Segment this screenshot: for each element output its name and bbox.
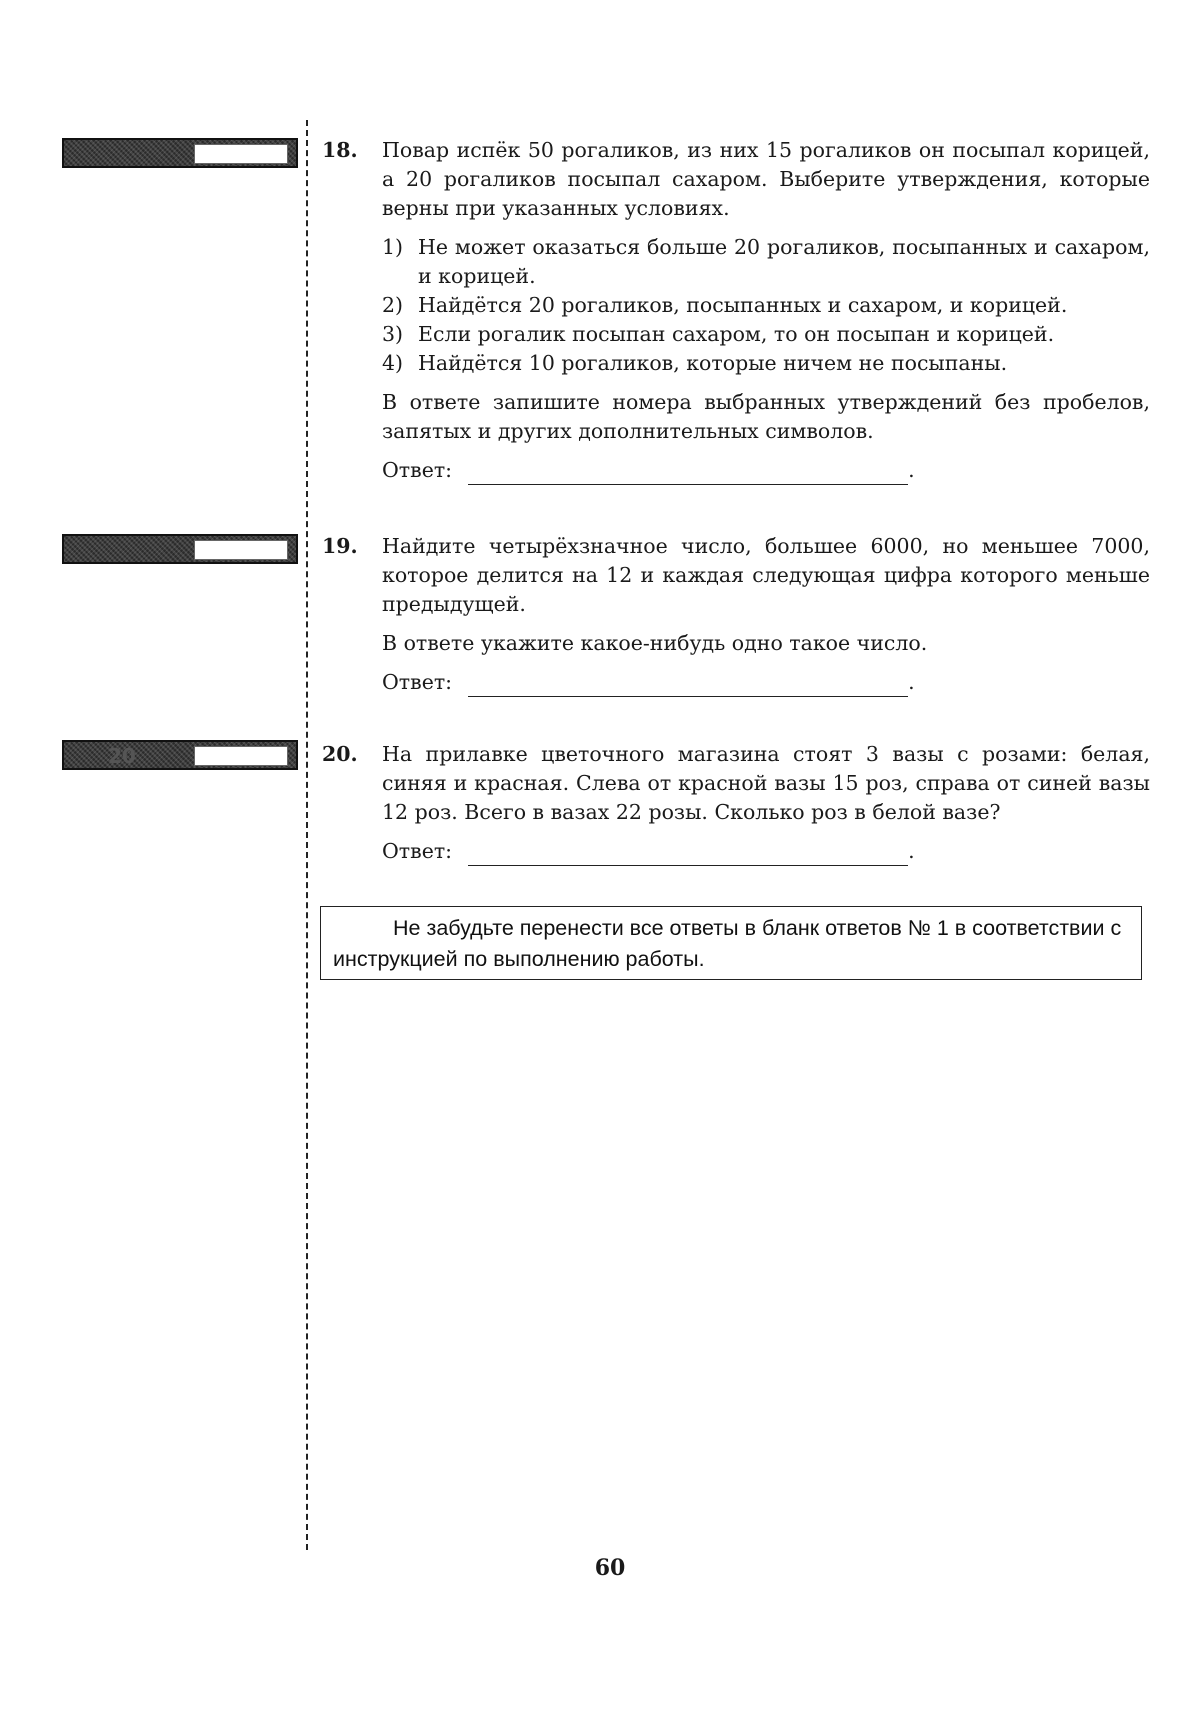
task-20	[322, 740, 1150, 866]
task-text: На прилавке цветочного магазина стоят 3 вазы с розами: белая, синяя и красная. Слева от красной вазы 15 роз, справа от синей вазы 12 роз. Всего в вазах 22 розы. Сколько роз в белой вазе?	[382, 742, 1150, 824]
task-19-answer-box	[62, 534, 298, 564]
task-number: 18.	[322, 138, 358, 162]
task-19	[322, 532, 1150, 697]
task-18	[322, 136, 1150, 485]
answer-line[interactable]	[468, 845, 908, 866]
option-item: 4) Найдётся 10 рогаликов, которые ничем не посыпаны.	[382, 351, 1008, 375]
answer-row	[382, 668, 1150, 697]
answer-line[interactable]	[468, 676, 908, 697]
task-instruction: В ответе запишите номера выбранных утверждений без пробелов, запятых и других дополнительных символов.	[382, 390, 1150, 443]
task-number: 20.	[322, 742, 358, 766]
options-list	[382, 233, 1150, 378]
answer-label: Ответ:	[382, 458, 453, 482]
answer-dot: .	[908, 839, 915, 863]
task-number: 19.	[322, 534, 358, 558]
answer-line[interactable]	[468, 464, 908, 485]
page-number: 60	[594, 1555, 626, 1581]
cut-line	[306, 120, 308, 1550]
answer-dot: .	[908, 670, 915, 694]
option-item: 3) Если рогалик посыпан сахаром, то он посыпан и корицей.	[382, 322, 1055, 346]
task-18-answer-cell[interactable]	[194, 144, 288, 164]
answer-row	[382, 456, 1150, 485]
option-item: 2) Найдётся 20 рогаликов, посыпанных и сахаром, и корицей.	[382, 293, 1068, 317]
answer-row	[382, 837, 1150, 866]
task-18-answer-box	[62, 138, 298, 168]
task-text: Найдите четырёхзначное число, большее 6000, но меньшее 7000, которое делится на 12 и каждая следующая цифра которого меньше предыдущей.	[382, 534, 1150, 616]
task-20-answer-cell[interactable]	[194, 746, 288, 766]
answer-dot: .	[908, 458, 915, 482]
task-20-box-code: 20	[108, 744, 136, 768]
task-instruction: В ответе укажите какое-нибудь одно такое число.	[382, 631, 928, 655]
notice-box: Не забудьте перенести все ответы в бланк ответов № 1 в соответствии с инструкцией по выполнению работы.	[320, 906, 1142, 980]
task-text: Повар испёк 50 рогаликов, из них 15 рогаликов он посыпал корицей, а 20 рогаликов посыпал сахаром. Выберите утверждения, которые верны при указанных условиях.	[382, 138, 1150, 220]
option-item: 1) Не может оказаться больше 20 рогаликов, посыпанных и сахаром, и корицей.	[382, 235, 1150, 288]
task-19-answer-cell[interactable]	[194, 540, 288, 560]
answer-label: Ответ:	[382, 670, 453, 694]
answer-label: Ответ:	[382, 839, 453, 863]
task-20-answer-box	[62, 740, 298, 770]
